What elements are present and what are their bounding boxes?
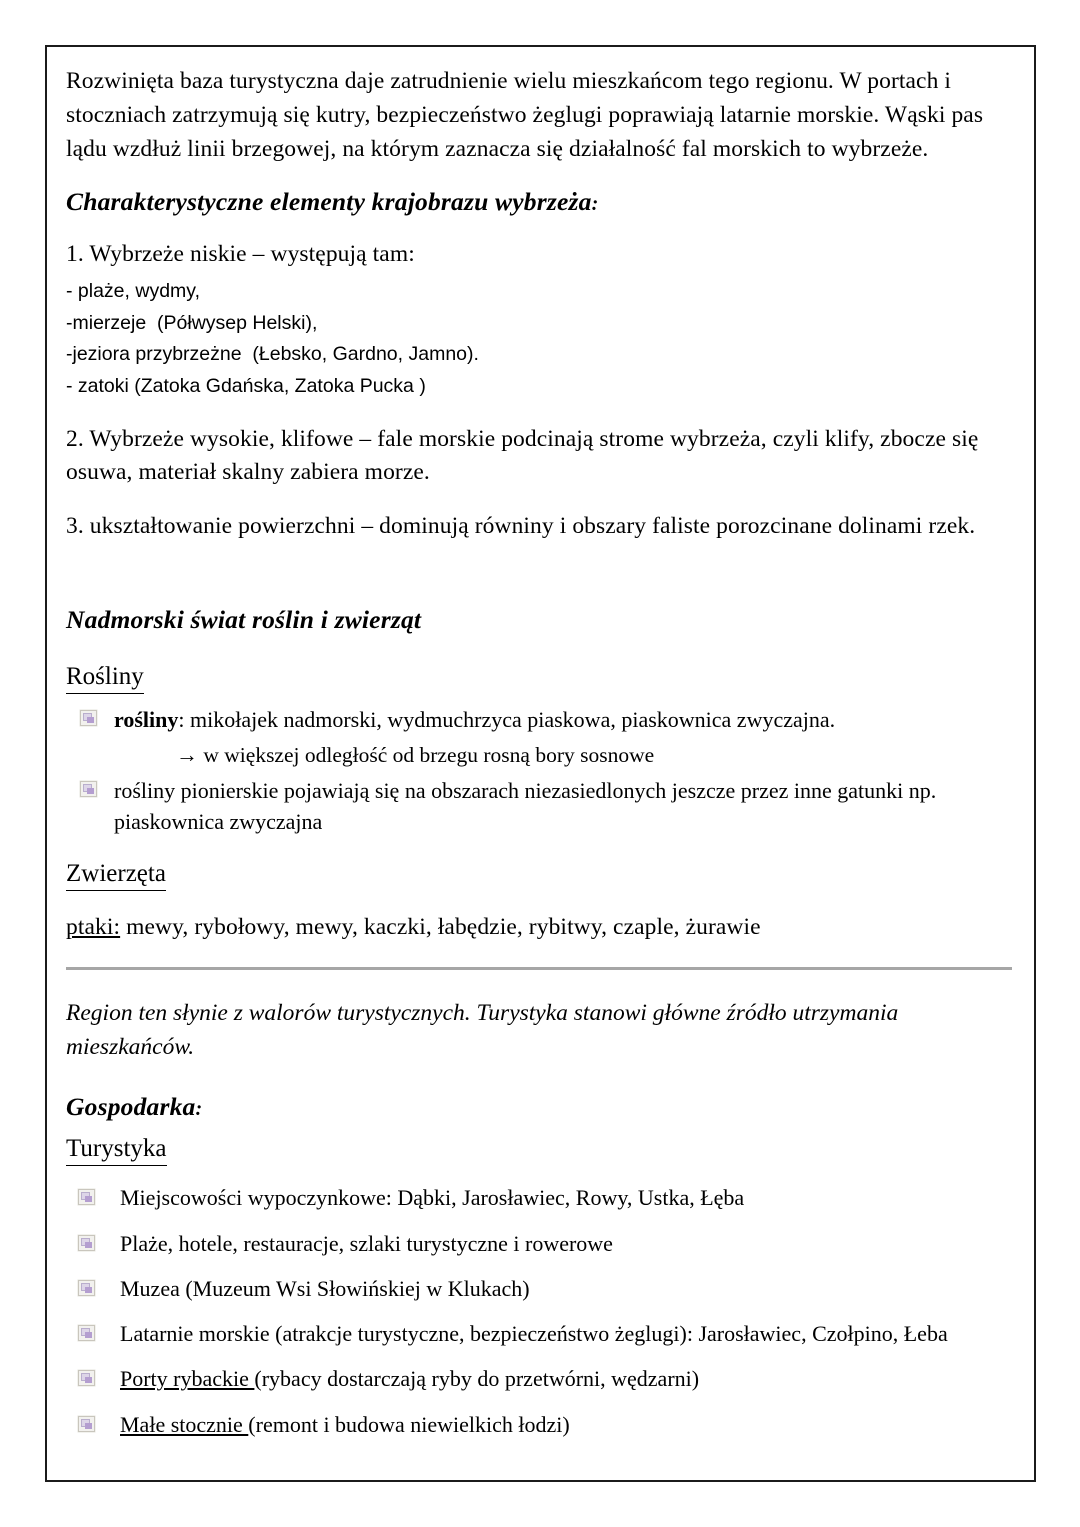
- subheading-animals: Zwierzęta: [66, 859, 166, 891]
- subheading-animals-wrap: [66, 859, 1012, 897]
- list-item: [66, 1363, 1012, 1394]
- list-item: [66, 704, 1012, 735]
- tourism-item-5-underlined: Porty rybackie: [120, 1366, 255, 1392]
- animals-birds-list: mewy, rybołowy, mewy, kaczki, łabędzie, rybitwy, czaple, żurawie: [120, 914, 761, 941]
- landscape-item-1-dash-list: [66, 276, 1012, 402]
- plants-list-2: [66, 775, 1012, 837]
- landscape-item-1-title: 1. Wybrzeże niskie – występują tam:: [66, 241, 415, 268]
- heading-economy-text: Gospodarka: [66, 1091, 196, 1121]
- plants-subnote-text: w większej odległość od brzegu rosną bory sosnowe: [203, 743, 655, 768]
- right-arrow-icon: →: [176, 742, 198, 768]
- document-page: [45, 45, 1036, 1482]
- economy-intro: Region ten słynie z walorów turystycznych. Turystyka stanowi główne źródło utrzymania mieszkańców.: [66, 999, 899, 1061]
- image-placeholder-icon: [78, 1370, 95, 1386]
- list-item: [66, 1318, 1012, 1349]
- heading-economy-colon: :: [195, 1097, 203, 1120]
- list-item: -mierzeje (Półwysep Helski),: [66, 311, 318, 334]
- subheading-plants: Rośliny: [66, 662, 144, 694]
- image-placeholder-icon: [80, 710, 97, 726]
- tourism-item-6-underlined: Małe stocznie: [120, 1411, 249, 1437]
- subheading-tourism-wrap: [66, 1134, 1012, 1172]
- plants-item-1-lead: rośliny: [114, 706, 179, 732]
- subheading-tourism: Turystyka: [66, 1134, 167, 1166]
- list-item: [66, 775, 1012, 837]
- animals-birds-line: [66, 911, 1012, 945]
- tourism-item-4-text: Latarnie morskie (atrakcje turystyczne, bezpieczeństwo żeglugi): Jarosławiec, Czołpino, Łeba: [120, 1321, 948, 1347]
- list-item: [66, 1409, 1012, 1440]
- tourism-item-3-text: Muzea (Muzeum Wsi Słowińskiej w Klukach): [120, 1275, 530, 1301]
- list-item: [66, 1228, 1012, 1259]
- image-placeholder-icon: [78, 1416, 95, 1432]
- tourism-list: [66, 1182, 1012, 1439]
- spacer: [66, 564, 1012, 574]
- tourism-item-1-text: Miejscowości wypoczynkowe: Dąbki, Jarosławiec, Rowy, Ustka, Łęba: [120, 1185, 745, 1211]
- heading-landscape-elements: [66, 186, 1012, 218]
- list-item: - zatoki (Zatoka Gdańska, Zatoka Pucka ): [66, 374, 426, 397]
- plants-subnote: [66, 739, 1012, 771]
- tourism-item-5-text: (rybacy dostarczają ryby do przetwórni, wędzarni): [254, 1366, 700, 1392]
- image-placeholder-icon: [80, 781, 97, 797]
- page-content: [47, 47, 1034, 1464]
- heading-landscape-elements-colon: :: [591, 193, 599, 216]
- image-placeholder-icon: [78, 1235, 95, 1251]
- landscape-item-2: 2. Wybrzeże wysokie, klifowe – fale morskie podcinają strome wybrzeża, czyli klify, zbocze się osuwa, materiał skalny zabiera morze.: [66, 425, 979, 486]
- plants-item-1-text: : mikołajek nadmorski, wydmuchrzyca piaskowa, piaskownica zwyczajna.: [178, 706, 836, 732]
- intro-paragraph: Rozwinięta baza turystyczna daje zatrudnienie wielu mieszkańcom tego regionu. W portach i stoczniach zatrzymują się kutry, bezpieczeństwo żeglugi poprawiają latarnie morskie. Wąski pas lądu wzdłuż linii brzegowej, na którym zaznacza się działalność fal morskich to wybrzeże.: [66, 68, 984, 162]
- image-placeholder-icon: [78, 1325, 95, 1341]
- subheading-plants-wrap: [66, 662, 1012, 700]
- spacer: [66, 837, 1012, 859]
- list-item: - plaże, wydmy,: [66, 280, 201, 303]
- plants-item-2-text: rośliny pionierskie pojawiają się na obszarach niezasiedlonych jeszcze przez inne gatunki np. piaskownica zwyczajna: [114, 777, 937, 834]
- landscape-item-3: 3. ukształtowanie powierzchni – dominują równiny i obszary faliste porozcinane dolinami rzek.: [66, 513, 976, 540]
- tourism-item-2-text: Plaże, hotele, restauracje, szlaki turystyczne i rowerowe: [120, 1230, 613, 1256]
- list-item: [66, 1273, 1012, 1304]
- heading-landscape-elements-text: Charakterystyczne elementy krajobrazu wybrzeża: [66, 187, 592, 217]
- heading-economy: [66, 1091, 1012, 1123]
- animals-birds-label: ptaki:: [66, 914, 121, 941]
- list-item: -jeziora przybrzeżne (Łebsko, Gardno, Jamno).: [66, 343, 479, 366]
- image-placeholder-icon: [78, 1189, 95, 1205]
- image-placeholder-icon: [78, 1280, 95, 1296]
- plants-list: [66, 704, 1012, 735]
- list-item: [66, 1182, 1012, 1213]
- heading-coastal-flora-fauna: Nadmorski świat roślin i zwierząt: [66, 604, 422, 634]
- tourism-item-6-text: (remont i budowa niewielkich łodzi): [248, 1411, 570, 1437]
- section-divider: [66, 967, 1012, 970]
